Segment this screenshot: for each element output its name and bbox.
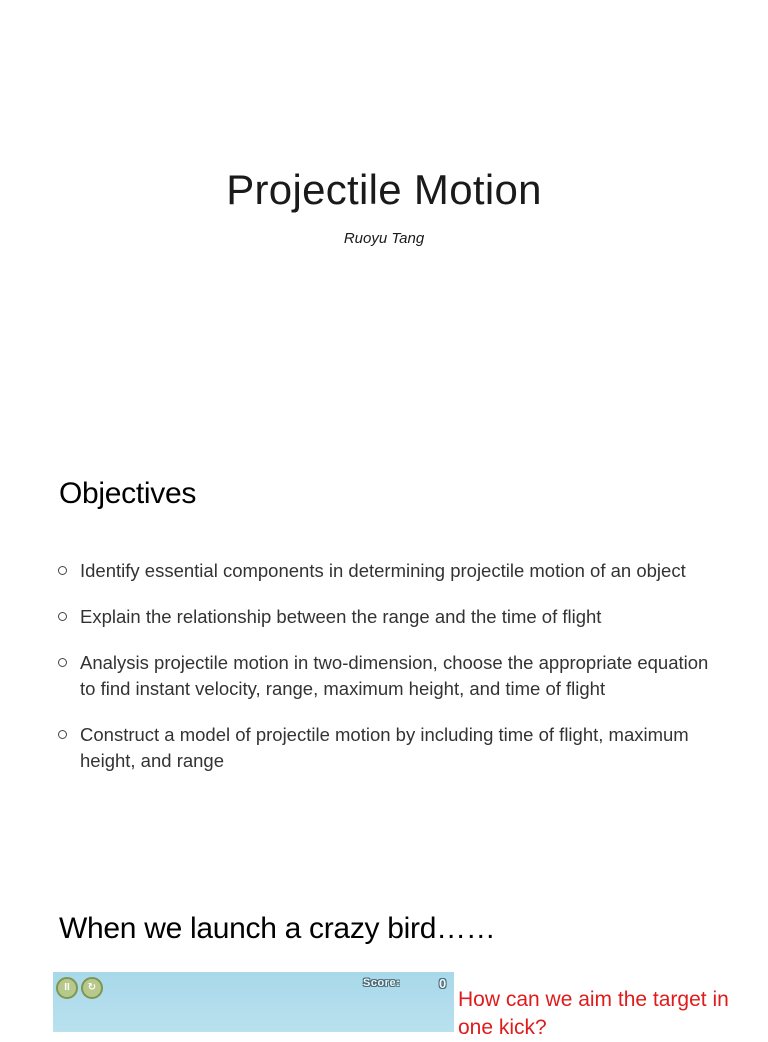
objective-text: Identify essential components in determining projectile motion of an object	[80, 560, 686, 581]
circle-bullet-icon	[58, 730, 67, 739]
question-text: How can we aim the target in one kick?	[458, 988, 729, 1039]
list-item	[58, 558, 728, 584]
restart-icon: ↻	[81, 977, 103, 999]
objective-text: Explain the relationship between the range and the time of flight	[80, 606, 602, 627]
objective-text: Construct a model of projectile motion by including time of flight, maximum height, and range	[80, 724, 689, 771]
list-item	[58, 650, 728, 702]
list-item	[58, 604, 728, 630]
objectives-list	[58, 558, 728, 794]
circle-bullet-icon	[58, 612, 67, 621]
crazy-bird-heading: When we launch a crazy bird……	[59, 912, 496, 945]
objectives-heading: Objectives	[59, 477, 197, 510]
title-slide	[0, 0, 768, 450]
list-item	[58, 722, 728, 774]
page-title: Projectile Motion	[226, 166, 542, 213]
circle-bullet-icon	[58, 566, 67, 575]
objectives-slide	[0, 455, 768, 885]
objective-text: Analysis projectile motion in two-dimension, choose the appropriate equation to find instant velocity, range, maximum height, and time of flight	[80, 652, 709, 699]
pause-icon: II	[56, 977, 78, 999]
author-name: Ruoyu Tang	[343, 230, 425, 247]
circle-bullet-icon	[58, 658, 67, 667]
score-label: Score:	[363, 977, 401, 989]
crazy-bird-slide	[0, 890, 768, 1039]
game-screenshot	[53, 972, 454, 1032]
score-value: 0	[439, 976, 447, 991]
